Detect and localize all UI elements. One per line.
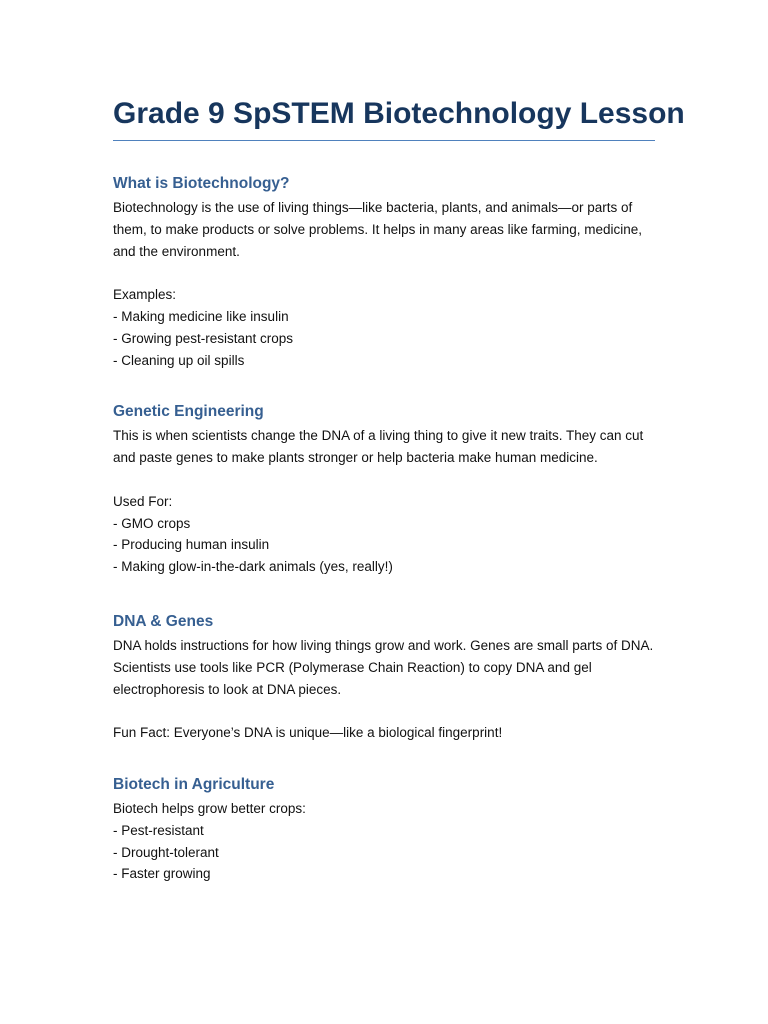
section-heading: What is Biotechnology? [113, 175, 290, 192]
section-paragraph: DNA holds instructions for how living things grow and work. Genes are small parts of DNA. Scientists use tools like PCR (Polymerase Chain Reaction) to copy DNA and gel electrophoresis to look at DNA pieces. [113, 637, 654, 697]
document-title: Grade 9 SpSTEM Biotechnology Lesson [113, 94, 655, 141]
examples-list [113, 306, 655, 371]
section-what-is-biotechnology [113, 173, 655, 371]
section-heading: Genetic Engineering [113, 403, 264, 421]
section-biotech-agriculture [113, 774, 655, 885]
list-item: - Making medicine like insulin [113, 308, 289, 324]
section-paragraph: This is when scientists change the DNA of a living thing to give it new traits. They can cut and paste genes to make plants stronger or help bacteria make human medicine. [113, 428, 644, 466]
section-heading: DNA & Genes [113, 612, 214, 630]
section-paragraph: Biotechnology is the use of living things—like bacteria, plants, and animals—or parts of them, to make products or solve problems. It helps in many areas like farming, medicine, and the environment. [113, 200, 642, 259]
section-intro: Biotech helps grow better crops: [113, 800, 306, 816]
list-item: - Cleaning up oil spills [113, 352, 245, 368]
benefits-list [113, 820, 655, 885]
list-item: - Making glow-in-the-dark animals (yes, really!) [113, 559, 393, 575]
section-heading: Biotech in Agriculture [113, 775, 275, 793]
list-item: - Faster growing [113, 866, 211, 882]
section-dna-genes [113, 611, 655, 744]
list-item: - Producing human insulin [113, 537, 270, 553]
fun-fact: Fun Fact: Everyone’s DNA is unique—like a biological fingerprint! [113, 725, 503, 741]
list-item: - Growing pest-resistant crops [113, 330, 294, 346]
section-genetic-engineering [113, 401, 655, 578]
document-page [113, 94, 685, 885]
uses-list [113, 513, 655, 578]
list-item: - Pest-resistant [113, 822, 204, 838]
list-label: Examples: [113, 287, 177, 303]
list-item: - GMO crops [113, 515, 191, 531]
list-item: - Drought-tolerant [113, 844, 219, 860]
list-label: Used For: [113, 493, 173, 509]
